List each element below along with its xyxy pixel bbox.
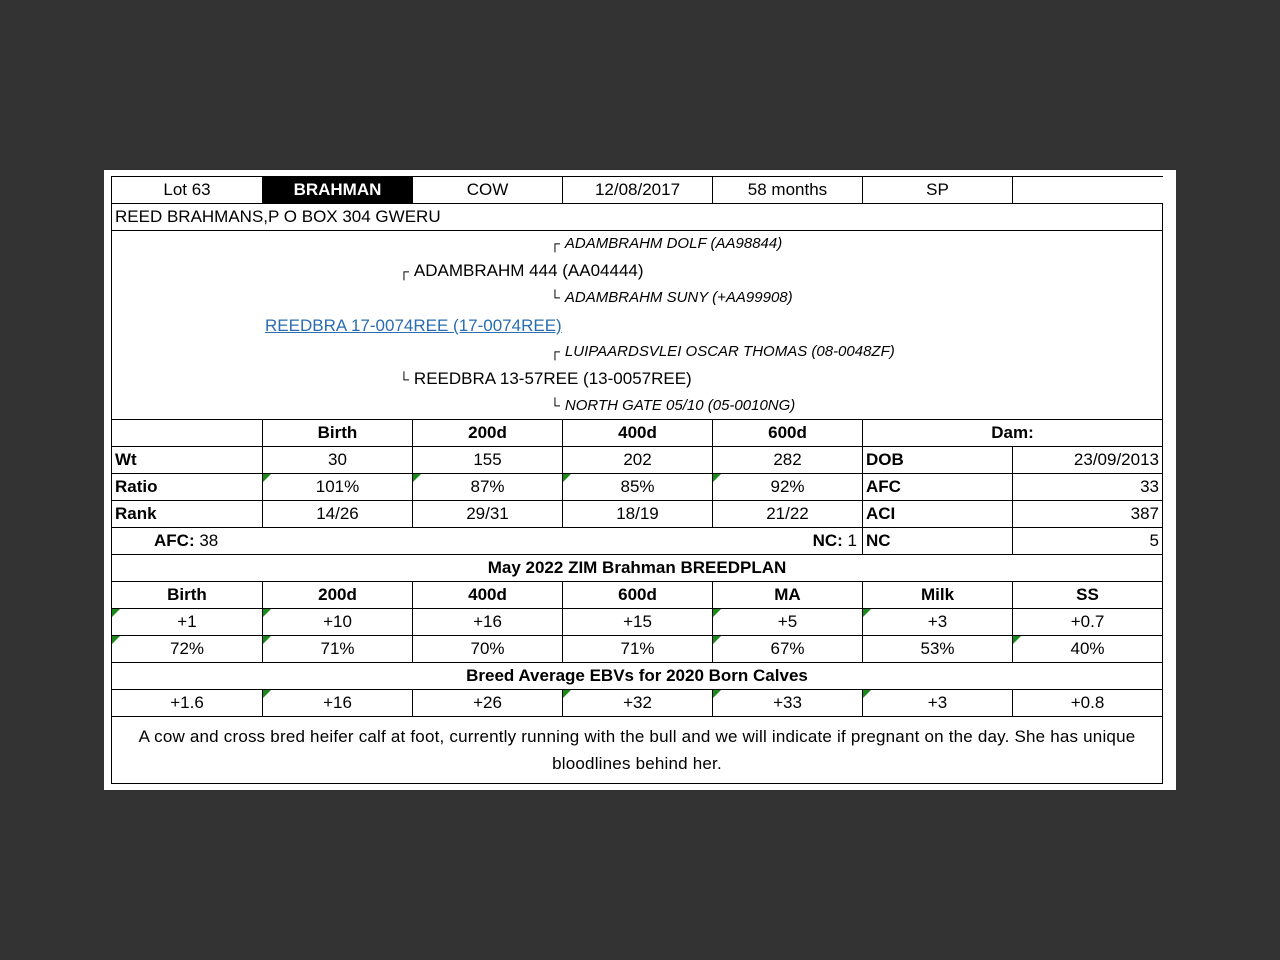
- birth-date: 12/08/2017: [563, 177, 713, 203]
- ebv-value-row: [112, 609, 1163, 636]
- accuracy-value: 71%: [263, 636, 413, 662]
- ebv-header: 600d: [563, 582, 713, 608]
- afc-text: AFC: 38: [154, 531, 219, 550]
- breeder-name: REED BRAHMANS,P O BOX 304 GWERU: [112, 204, 1163, 230]
- sex-label: COW: [413, 177, 563, 203]
- accuracy-value: 40%: [1013, 636, 1163, 662]
- value-cell: 21/22: [713, 501, 863, 527]
- age: 58 months: [713, 177, 863, 203]
- code: SP: [863, 177, 1013, 203]
- value-cell: 87%: [413, 474, 563, 500]
- dam-value: 387: [1013, 501, 1163, 527]
- average-value: +32: [563, 690, 713, 716]
- lot-number: Lot 63: [112, 177, 263, 203]
- lot-table: [111, 176, 1163, 784]
- pedigree-dam-dam: └ NORTH GATE 05/10 (05-0010NG): [550, 397, 796, 414]
- breed-label: BRAHMAN: [263, 177, 413, 203]
- average-value: +1.6: [112, 690, 263, 716]
- average-value: +3: [863, 690, 1013, 716]
- perf-header-600d: 600d: [713, 420, 863, 446]
- average-value: +16: [263, 690, 413, 716]
- ebv-header: 200d: [263, 582, 413, 608]
- ebv-header: Milk: [863, 582, 1013, 608]
- value-cell: 101%: [263, 474, 413, 500]
- breed-average-row: [112, 690, 1163, 717]
- performance-row-ratio: [112, 474, 1163, 501]
- row-label: Rank: [112, 501, 263, 527]
- breeder-row: [112, 204, 1163, 231]
- afc-nc-row: [112, 528, 1163, 555]
- dam-header: Dam:: [863, 420, 1163, 446]
- value-cell: 30: [263, 447, 413, 473]
- bracket-top-icon: ┌: [550, 343, 560, 359]
- row-label: Wt: [112, 447, 263, 473]
- afc-nc-cell: [112, 528, 863, 554]
- pedigree-sire: ┌ ADAMBRAHM 444 (AA04444): [399, 261, 644, 280]
- pedigree: [112, 231, 1163, 420]
- breedplan-title-row: [112, 555, 1163, 582]
- ebv-value: +16: [413, 609, 563, 635]
- performance-row-rank: [112, 501, 1163, 528]
- bracket-bottom-icon: └: [399, 371, 409, 387]
- ebv-header-row: [112, 582, 1163, 609]
- ebv-header: Birth: [112, 582, 263, 608]
- value-cell: 29/31: [413, 501, 563, 527]
- average-value: +33: [713, 690, 863, 716]
- ebv-header: SS: [1013, 582, 1163, 608]
- pedigree-sire-dam: └ ADAMBRAHM SUNY (+AA99908): [550, 289, 793, 306]
- dam-label: NC: [863, 528, 1013, 554]
- dam-value: 23/09/2013: [1013, 447, 1163, 473]
- ebv-value: +10: [263, 609, 413, 635]
- performance-row-wt: [112, 447, 1163, 474]
- bracket-top-icon: ┌: [550, 235, 560, 251]
- ebv-header: MA: [713, 582, 863, 608]
- lot-notes: A cow and cross bred heifer calf at foot, currently running with the bull and we will indicate if pregnant on the day. She has unique bloodlines behind her.: [112, 717, 1163, 784]
- nc-text: NC: 1: [812, 531, 857, 550]
- header-row: [112, 177, 1163, 204]
- accuracy-value: 70%: [413, 636, 563, 662]
- accuracy-value: 71%: [563, 636, 713, 662]
- pedigree-sire-sire: ┌ ADAMBRAHM DOLF (AA98844): [550, 235, 783, 252]
- value-cell: 14/26: [263, 501, 413, 527]
- pedigree-subject-link[interactable]: REEDBRA 17-0074REE (17-0074REE): [265, 316, 562, 335]
- value-cell: 18/19: [563, 501, 713, 527]
- perf-header-200d: 200d: [413, 420, 563, 446]
- ebv-value: +0.7: [1013, 609, 1163, 635]
- performance-header-row: [112, 420, 1163, 447]
- lot-sheet: [104, 170, 1176, 790]
- dam-value: 33: [1013, 474, 1163, 500]
- breed-average-title: Breed Average EBVs for 2020 Born Calves: [112, 663, 1163, 689]
- value-cell: 85%: [563, 474, 713, 500]
- ebv-value: +15: [563, 609, 713, 635]
- bracket-bottom-icon: └: [550, 397, 560, 413]
- ebv-value: +1: [112, 609, 263, 635]
- dam-value: 5: [1013, 528, 1163, 554]
- accuracy-value: 67%: [713, 636, 863, 662]
- bracket-bottom-icon: └: [550, 289, 560, 305]
- pedigree-dam-sire: ┌ LUIPAARDSVLEI OSCAR THOMAS (08-0048ZF): [550, 343, 895, 360]
- dam-label: DOB: [863, 447, 1013, 473]
- ebv-header: 400d: [413, 582, 563, 608]
- accuracy-row: [112, 636, 1163, 663]
- ebv-value: +5: [713, 609, 863, 635]
- dam-label: ACI: [863, 501, 1013, 527]
- ebv-value: +3: [863, 609, 1013, 635]
- breed-average-title-row: [112, 663, 1163, 690]
- value-cell: 155: [413, 447, 563, 473]
- row-label: Ratio: [112, 474, 263, 500]
- breedplan-title: May 2022 ZIM Brahman BREEDPLAN: [112, 555, 1163, 581]
- accuracy-value: 72%: [112, 636, 263, 662]
- perf-header-400d: 400d: [563, 420, 713, 446]
- bracket-top-icon: ┌: [399, 263, 409, 279]
- dam-label: AFC: [863, 474, 1013, 500]
- value-cell: 92%: [713, 474, 863, 500]
- empty-cell: [112, 420, 263, 446]
- accuracy-value: 53%: [863, 636, 1013, 662]
- perf-header-birth: Birth: [263, 420, 413, 446]
- value-cell: 202: [563, 447, 713, 473]
- pedigree-dam: └ REEDBRA 13-57REE (13-0057REE): [399, 369, 692, 388]
- average-value: +26: [413, 690, 563, 716]
- value-cell: 282: [713, 447, 863, 473]
- average-value: +0.8: [1013, 690, 1163, 716]
